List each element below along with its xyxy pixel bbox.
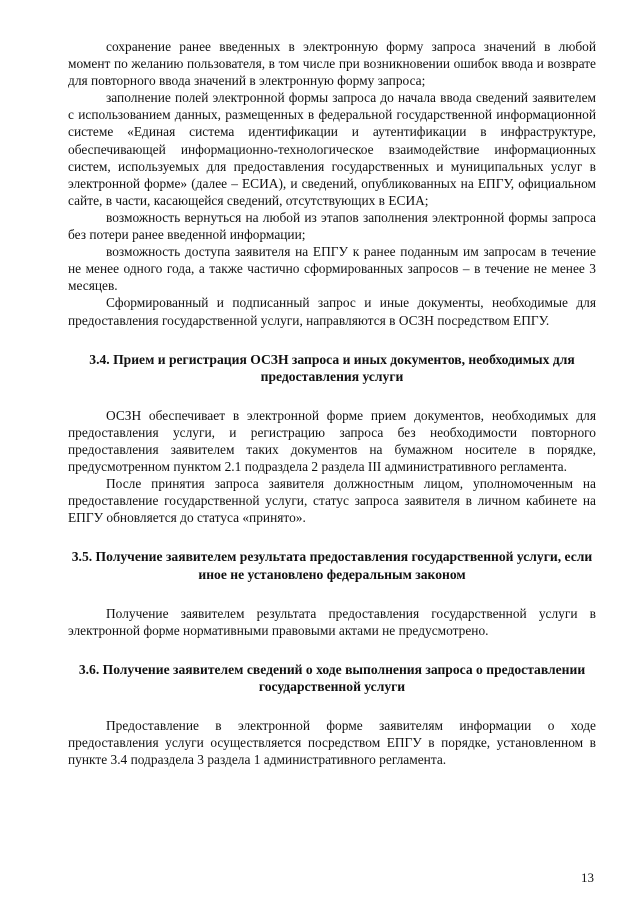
section-3-6-heading: 3.6. Получение заявителем сведений о ходе выполнения запроса о предоставлении государственной услуги [78, 661, 586, 694]
section-3-4-heading: 3.4. Прием и регистрация ОСЗН запроса и иных документов, необходимых для предоставления услуги [89, 351, 575, 384]
paragraph-saving-values: сохранение ранее введенных в электронную форму запроса значений в любой момент по желанию пользователя, в том числе при возникновении ошибок ввода и возврате для повторного ввода значений в электронную форму запроса; [68, 39, 596, 89]
section-3-6-paragraph-1: Предоставление в электронной форме заявителям информации о ходе предоставления услуги осуществляется посредством ЕПГУ в порядке, установленном в пункте 3.4 подраздела 3 раздела 1 административного регламента. [68, 718, 596, 768]
page-number: 13 [581, 870, 594, 885]
section-3-4-paragraph-2: После принятия запроса заявителя должностным лицом, уполномоченным на предоставление государственной услуги, статус запроса заявителя в личном кабинете на ЕПГУ обновляется до статуса «принято». [68, 476, 596, 526]
paragraph-access-requests: возможность доступа заявителя на ЕПГУ к ранее поданным им запросам в течение не менее одного года, а также частично сформированных запросов – в течение не менее 3 месяцев. [68, 244, 596, 294]
document-page [68, 38, 596, 768]
section-3-5-heading: 3.5. Получение заявителем результата предоставления государственной услуги, если иное не установлено федеральным законом [71, 549, 593, 582]
paragraph-signed-request: Сформированный и подписанный запрос и иные документы, необходимые для предоставления государственной услуги, направляются в ОСЗН посредством ЕПГУ. [68, 295, 596, 328]
paragraph-prefill-esia: заполнение полей электронной формы запроса до начала ввода сведений заявителем с использованием данных, размещенных в федеральной государственной информационной системе «Единая система идентификации и аутентификации в инфраструктуре, обеспечивающей информационно-технологическое взаимодействие информационных систем, используемых для предоставления государственных и муниципальных услуг в электронной форме» (далее – ЕСИА), и сведений, опубликованных на ЕПГУ, официальном сайте, в части, касающейся сведений, отсутствующих в ЕСИА; [68, 90, 596, 208]
paragraph-return-to-step: возможность вернуться на любой из этапов заполнения электронной формы запроса без потери ранее введенной информации; [68, 209, 596, 243]
section-3-5-paragraph-1: Получение заявителем результата предоставления государственной услуги в электронной форме нормативными правовыми актами не предусмотрено. [68, 605, 596, 638]
section-3-4-paragraph-1: ОСЗН обеспечивает в электронной форме прием документов, необходимых для предоставления услуги, и регистрацию запроса без необходимости повторного предоставления заявителем таких документов на бумажном носителе в порядке, предусмотренном пунктом 2.1 подраздела 2 раздела III административного регламента. [68, 407, 596, 475]
